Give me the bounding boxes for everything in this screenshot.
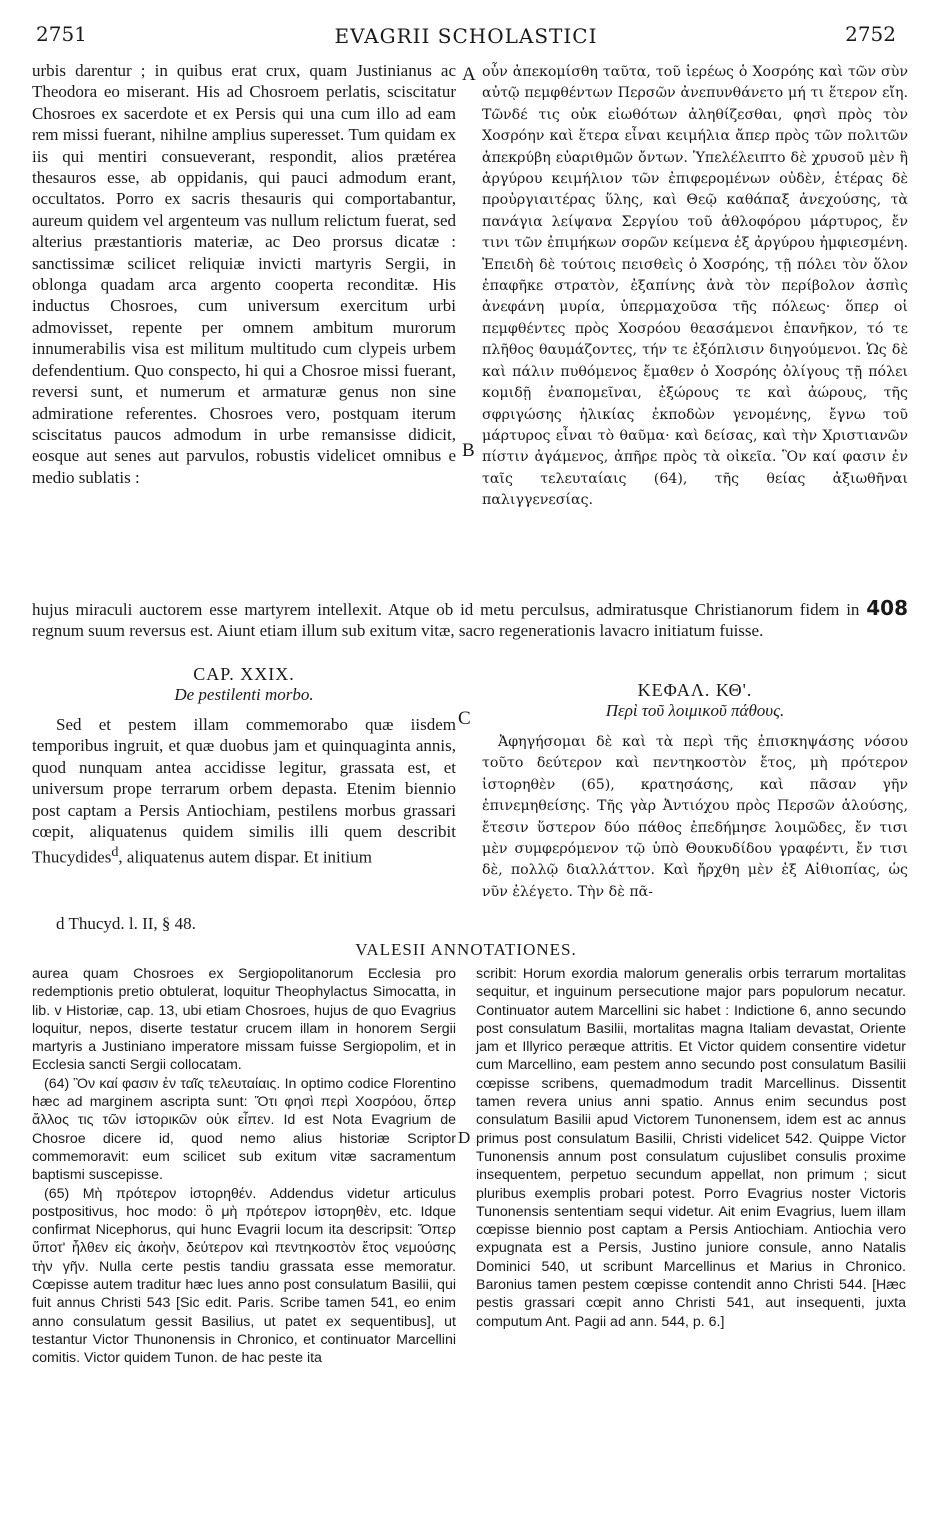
latin-column-top bbox=[32, 60, 456, 488]
latin-chapter-body: Sed et pestem illam commemorabo quæ iisdem temporibus ingruit, et quæ duobus jam et quinquaginta annis, quod nunquam antea accidisse legitur, grassata est, et universum prope terrarum orbem depasta. Etenim biennio post captam a Persis Antiochiam, pestilens morbus grassari cœpit, aliquatenus quidem similis illi quem describit Thucydides bbox=[32, 715, 456, 868]
annotations-right-column bbox=[476, 965, 906, 1331]
chapter-subtitle-latin: De pestilenti morbo. bbox=[174, 685, 314, 704]
footnote: d Thucyd. l. II, § 48. bbox=[56, 914, 196, 933]
greek-text: οὖν ἀπεκομίσθη ταῦτα, τοῦ ἱερέως ὁ Χοσρόης καὶ τῶν σὺν αὐτῷ πεμφθέντων Περσῶν ἀνεπυνθάνετο μή τι ἕτερον εἴη. Τῶνδέ τις οὐκ εἰωθότων ἀληθίζεσθαι, φησὶ πρὸς τὸν Χοσρόην καὶ ἕτερα εἶναι κειμήλια ἄπερ πρὸς τῶν πολιτῶν ἀπεκρύβη εὐαριθμῶν ὄντων. Ὑπελέλειπτο δὲ χρυσοῦ μὲν ἢ ἀργύρου κειμήλιον τῶν ἐπιφερομένων οὐδὲν, ἑτέρας δὲ προὐργιαιτέρας ὕλης, καὶ Θεῷ καθάπαξ ἀνεχούσης, τὰ πανάγια λείψανα Σεργίου τοῦ ἀθλοφόρου μάρτυρος, ἔν τινι τῶν ἐπιμήκων σορῶν κείμενα ἐξ ἀργύρου ἠμφιεσμένη. Ἐπειδὴ δὲ τούτοις πεισθεὶς ὁ Χοσρόης, τῇ πόλει τὸν ὅλον ἐπαφῆκε στρατὸν, ἐξαπίνης ἀνὰ τὸν περίβολον ἀσπὶς ἀνεφάνη μυρία, ὑπερμαχοῦσα τῆς πόλεως· ὅπερ οἱ πεμφθέντες πρὸς Χοσρόου θεασάμενοι ἐπανῆκον, τό τε πλῆθος θαυμάζοντες, τήν τε ἐξόπλισιν διηγούμενοι. Ὡς δὲ καὶ πάλιν πυθόμενος ἔμαθεν ὁ Χοσρόης ὀλίγους τῇ πόλει κομιδῇ ἐναπομεῖναι, ἐξώρους τε καὶ ἀώρους, τῆς σφριγώσης ἡλικίας ἐκποδὼν γενομένης, ἔγνω τοῦ μάρτυρος εἶναι τὸ θαῦμα· καὶ δείσας, καὶ τὴν Χριστιανῶν πίστιν ἀγάμενος, ἀπῆρε πρὸς τὰ οἰκεῖα. Ὃν καί φασιν ἐν ταῖς τελευταίαις (64), τῆς θείας ἀξιωθῆναι παλιγγενεσίας. bbox=[482, 64, 908, 509]
latin-full-text-b: regnum suum reversus est. Aiunt etiam illum sub exitum vitæ, sacro regenerationis lavacro initiatum fuisse. bbox=[32, 621, 764, 641]
chapter-heading-latin bbox=[32, 664, 456, 705]
column-number: 408 bbox=[866, 596, 909, 620]
annotation-note: (65) Μὴ πρότερον ἱστορηθέν. Addendus videtur articulus postpositivus, hoc modo: ὃ μὴ πρότερον ἱστορηθὲν, etc. Idque confirmat Nicephorus, qui hunc Evagrii locum ita descripsit: Ὅπερ ὕποτ' ἦλθεν εἰς ἀκοὴν, δεύτερον καὶ πεντηκοστὸν ἔτος νεμούσης τὴν γῆν. Nulla certe pestis tandiu grassata esse memoratur. Cœpisse autem traditur hæc lues anno post consulatum Basilii, qui fuit annus Christi 543 [Sic edit. Paris. Scribe tamen 541, eo enim anno consulatum gessit Basilius, ut patet ex sequentibus], ut testantur Victor Thunonensis in Chronico, et continuator Marcellini comitis. Victor quidem Tunon. de hac peste ita bbox=[32, 1185, 456, 1367]
page-number-left: 2751 bbox=[36, 22, 87, 46]
margin-letter-b: B bbox=[462, 440, 475, 461]
chapter-title-greek: ΚΕΦΑΛ. ΚΘ'. bbox=[637, 680, 753, 700]
page-title: EVAGRII SCHOLASTICI bbox=[334, 24, 598, 48]
annotation-note: scribit: Horum exordia malorum generalis orbis terrarum mortalitas sequitur, et inguinum persecutione major pars populorum necatur. Continuator autem Marcellini sic habet : Indictione 6, anno secundo post consulatum Basilii, mortalitas magna Italiam devastat, Oriente jam et Illyrico peræque attritis. Et Victor quidem consentire videtur cum Marcellino, eam pestem anno secundo post consulatum Basilii cœpisse scribens, quemadmodum tradit Marcellinus. Dissentit tamen revera unius anni spatio. Annus enim secundus post consulatum Basilii apud Victorem Tunonensem, idem est ac annus primus post consulatum Basilii, Christi videlicet 542. Quippe Victor Tunonensis annum post consulatum cujuslibet consulis proxime insequentem, perpetuo secundum appellat, non primum ; sicut pluribus exemplis probari potest. Porro Evagrius noster Victoris Tunonensis sententiam sequi videtur. Ait enim Evagrius, luem illam cœpisse biennio post captam a Persis Antiochiam. Antiochia vero expugnata est a Persis, Justino juniore consule, anno Natalis Dominici 540, ut scribunt Marcellinus et Marius in Chronico. Baronius tamen pestem cœpisse contendit anno Christi 544. [Hæc pestis grassari cœpit anno Christi 541, aut insequenti, juxta computum Ant. Pagii ad ann. 544, p. 6.] bbox=[476, 966, 906, 1330]
latin-full-width bbox=[32, 598, 908, 642]
annotations-title: VALESII ANNOTATIONES. bbox=[355, 940, 577, 959]
annotation-note: aurea quam Chosroes ex Sergiopolitanorum Ecclesia pro redemptionis pretio obtulerat, loquitur Theophylactus Simocatta, in lib. v Historiæ, cap. 13, ubi etiam Chosroes, hujus de quo Evagrius loquitur, nepos, diserte testatur crucem illam in honorem Sergii martyris a Justiniano imperatore missam fuisse Sergiopolim, et in Ecclesia sancti Sergii collocatam. bbox=[32, 966, 456, 1074]
greek-chapter-text bbox=[482, 732, 908, 903]
greek-chapter-paragraph: Ἀφηγήσομαι δὲ καὶ τὰ περὶ τῆς ἐπισκηψάσης νόσου τοῦτο δεύτερον καὶ πεντηκοστὸν ἔτος, μὴ πρότερον ἱστορηθὲν (65), κρατησάσης, καὶ πᾶσαν γῆν ἐπινεμηθείσης. Τῆς γὰρ Ἀντιόχου πρὸς Περσῶν ἁλούσης, ἔτεσιν ὕστερον δύο πάθος ἐπεδήμησε λοιμῶδες, ἔν τισι μὲν συμφερόμενον τῷ ὑπὸ Θουκυδίδου γραφέντι, ἔν τισι δὲ, πολλῷ διαλλάττον. Καὶ ἤρχθη μὲν ἐξ Αἰθιοπίας, ὡς νῦν ἐλέγετο. Τὴν δὲ πᾶ- bbox=[482, 734, 908, 900]
latin-full-text-a: hujus miraculi auctorem esse martyrem intellexit. Atque ob id metu perculsus, admiratusque Christianorum fidem in bbox=[32, 600, 860, 619]
page-number-right: 2752 bbox=[845, 22, 896, 46]
greek-column-top bbox=[482, 62, 908, 512]
margin-letter-d: D bbox=[458, 1128, 471, 1147]
latin-chapter-end: , aliquatenus autem dispar. Et initium bbox=[118, 848, 372, 868]
chapter-heading-greek bbox=[482, 680, 908, 721]
latin-chapter-text bbox=[32, 714, 456, 869]
margin-letter-a: A bbox=[462, 64, 476, 85]
margin-letter-c: C bbox=[458, 708, 471, 729]
footnote-marker: d bbox=[111, 844, 119, 861]
latin-chapter-paragraph bbox=[32, 714, 456, 869]
chapter-title-latin: CAP. XXIX. bbox=[193, 664, 295, 684]
annotation-note: (64) Ὃν καί φασιν ἐν ταῖς τελευταίαις. In optimo codice Florentino hæc ad marginem ascripta sunt: Ὅτι φησὶ περὶ Χοσρόου, ὅπερ ἄλλος τις τῶν ἱστορικῶν οὐκ εἶπεν. Id est Nota Evagrium de Chosroe dicere id, quod nemo alius historiæ Scriptor commemoravit: eum scilicet sub exitum vitæ sacramentum baptismi suscepisse. bbox=[32, 1075, 456, 1184]
latin-text: urbis darentur ; in quibus erat crux, quam Justinianus ac Theodora eo miserant. His ad Chosroem perlatis, sciscitatur Chosroes ex sacerdote et ex Persis qui una cum illo ad eam rem missi fuerant, nihilne amplius superesset. Tum quidam ex iis qui mentiri consueverant, respondit, alios prætérea thesauros esse, ab oppidanis, qui pauci admodum erant, occultatos. Porro ex sacris thesauris qui comportabantur, aureum quidem vel argenteum vas nullum relictum fuerat, sed alterius præstantioris materiæ, ac Deo prorsus dicatæ : sanctissimæ scilicet reliquiæ invicti martyris Sergii, in oblonga quadam arca argento cooperta reconditæ. His inductus Chosroes, cum universum exercitum urbi admovisset, repente per omnem ambitum murorum innumerabilis visa est militum multitudo cum clypeis urbem defendentium. Quo conspecto, hi qui a Chosroe missi fuerant, reversi sunt, et numerum et armaturæ genus non sine admiratione referentes. Chosroes vero, postquam iterum sciscitatus paucos admodum in urbe remansisse didicit, eosque aut senes aut parvulos, robustis videlicet omnibus e medio sublatis : bbox=[32, 61, 456, 487]
annotations-left-column bbox=[32, 965, 456, 1368]
chapter-subtitle-greek: Περὶ τοῦ λοιμικοῦ πάθους. bbox=[605, 701, 785, 720]
